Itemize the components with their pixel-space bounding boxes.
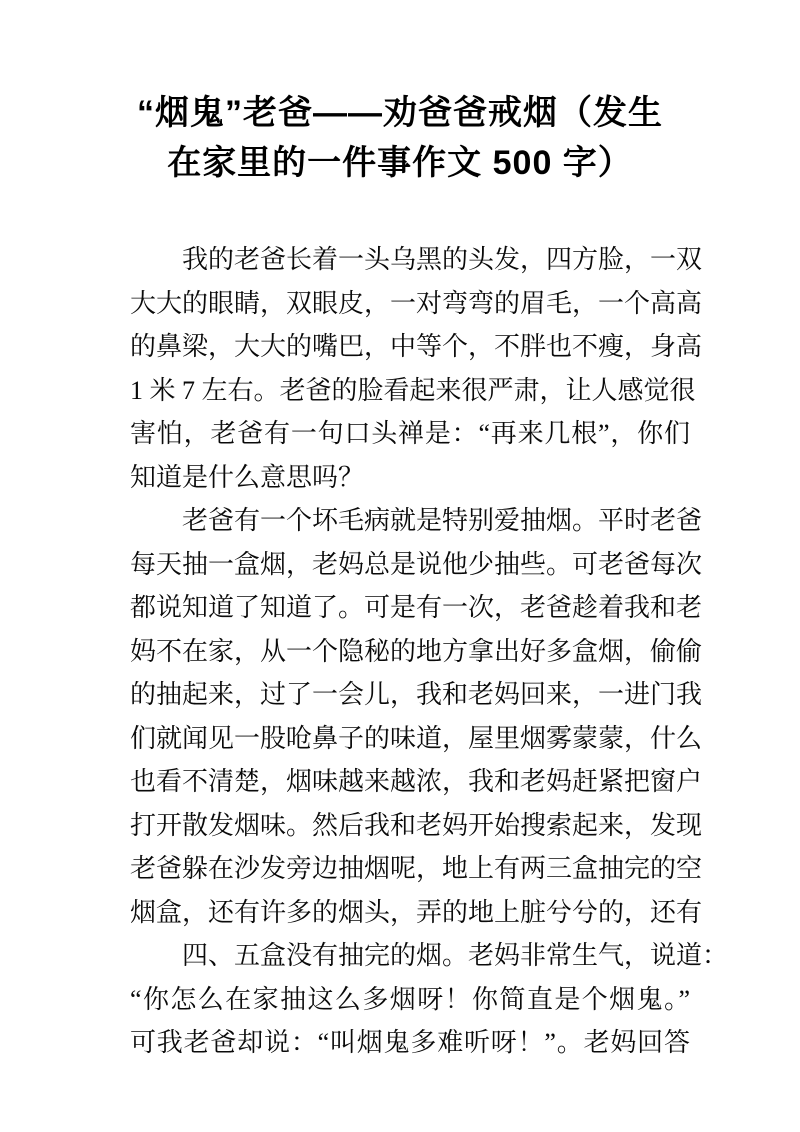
text-line: “你怎么在家抽这么多烟呀！你简直是个烟鬼。”	[130, 984, 690, 1014]
text-line: 打开散发烟味。然后我和老妈开始搜索起来，发现	[130, 810, 703, 840]
text-line: 烟盒，还有许多的烟头，弄的地上脏兮兮的，还有	[130, 897, 703, 927]
text-line: 的抽起来，过了一会儿，我和老妈回来，一进门我	[130, 680, 703, 709]
essay-title-line-1: “烟鬼”老爸——劝爸爸戒烟（发生	[137, 94, 663, 132]
text-line: 也看不清楚，烟味越来越浓，我和老妈赶紧把窗户	[130, 767, 703, 796]
text-line: 知道是什么意思吗？	[130, 462, 365, 492]
text-line: 们就闻见一股呛鼻子的味道，屋里烟雾蒙蒙，什么	[130, 723, 703, 753]
essay-body	[130, 238, 729, 1065]
text-line: 大大的眼睛，双眼皮，一对弯弯的眉毛，一个高高	[130, 288, 703, 318]
text-line: 妈不在家，从一个隐秘的地方拿出好多盒烟，偷偷	[130, 636, 703, 666]
text-line: 1 米 7 左右。老爸的脸看起来很严肃，让人感觉很	[130, 375, 696, 405]
text-line: 老爸躲在沙发旁边抽烟呢，地上有两三盒抽完的空	[130, 854, 703, 883]
essay-title-line-2: 在家里的一件事作文 500 字）	[167, 144, 633, 182]
text-line: 四、五盒没有抽完的烟。老妈非常生气，说道：	[182, 941, 729, 970]
essay-title	[70, 88, 730, 188]
text-line: 可我老爸却说：“叫烟鬼多难听呀！”。老妈回答	[130, 1028, 690, 1057]
text-line: 每天抽一盒烟，老妈总是说他少抽些。可老爸每次	[130, 549, 703, 579]
text-line: 老爸有一个坏毛病就是特别爱抽烟。平时老爸	[182, 506, 703, 535]
text-line: 都说知道了知道了。可是有一次，老爸趁着我和老	[130, 593, 703, 622]
text-line: 的鼻梁，大大的嘴巴，中等个，不胖也不瘦，身高	[130, 332, 703, 361]
text-line: 我的老爸长着一头乌黑的头发，四方脸，一双	[182, 245, 703, 274]
text-line: 害怕，老爸有一句口头禅是：“再来几根”，你们	[130, 419, 690, 448]
